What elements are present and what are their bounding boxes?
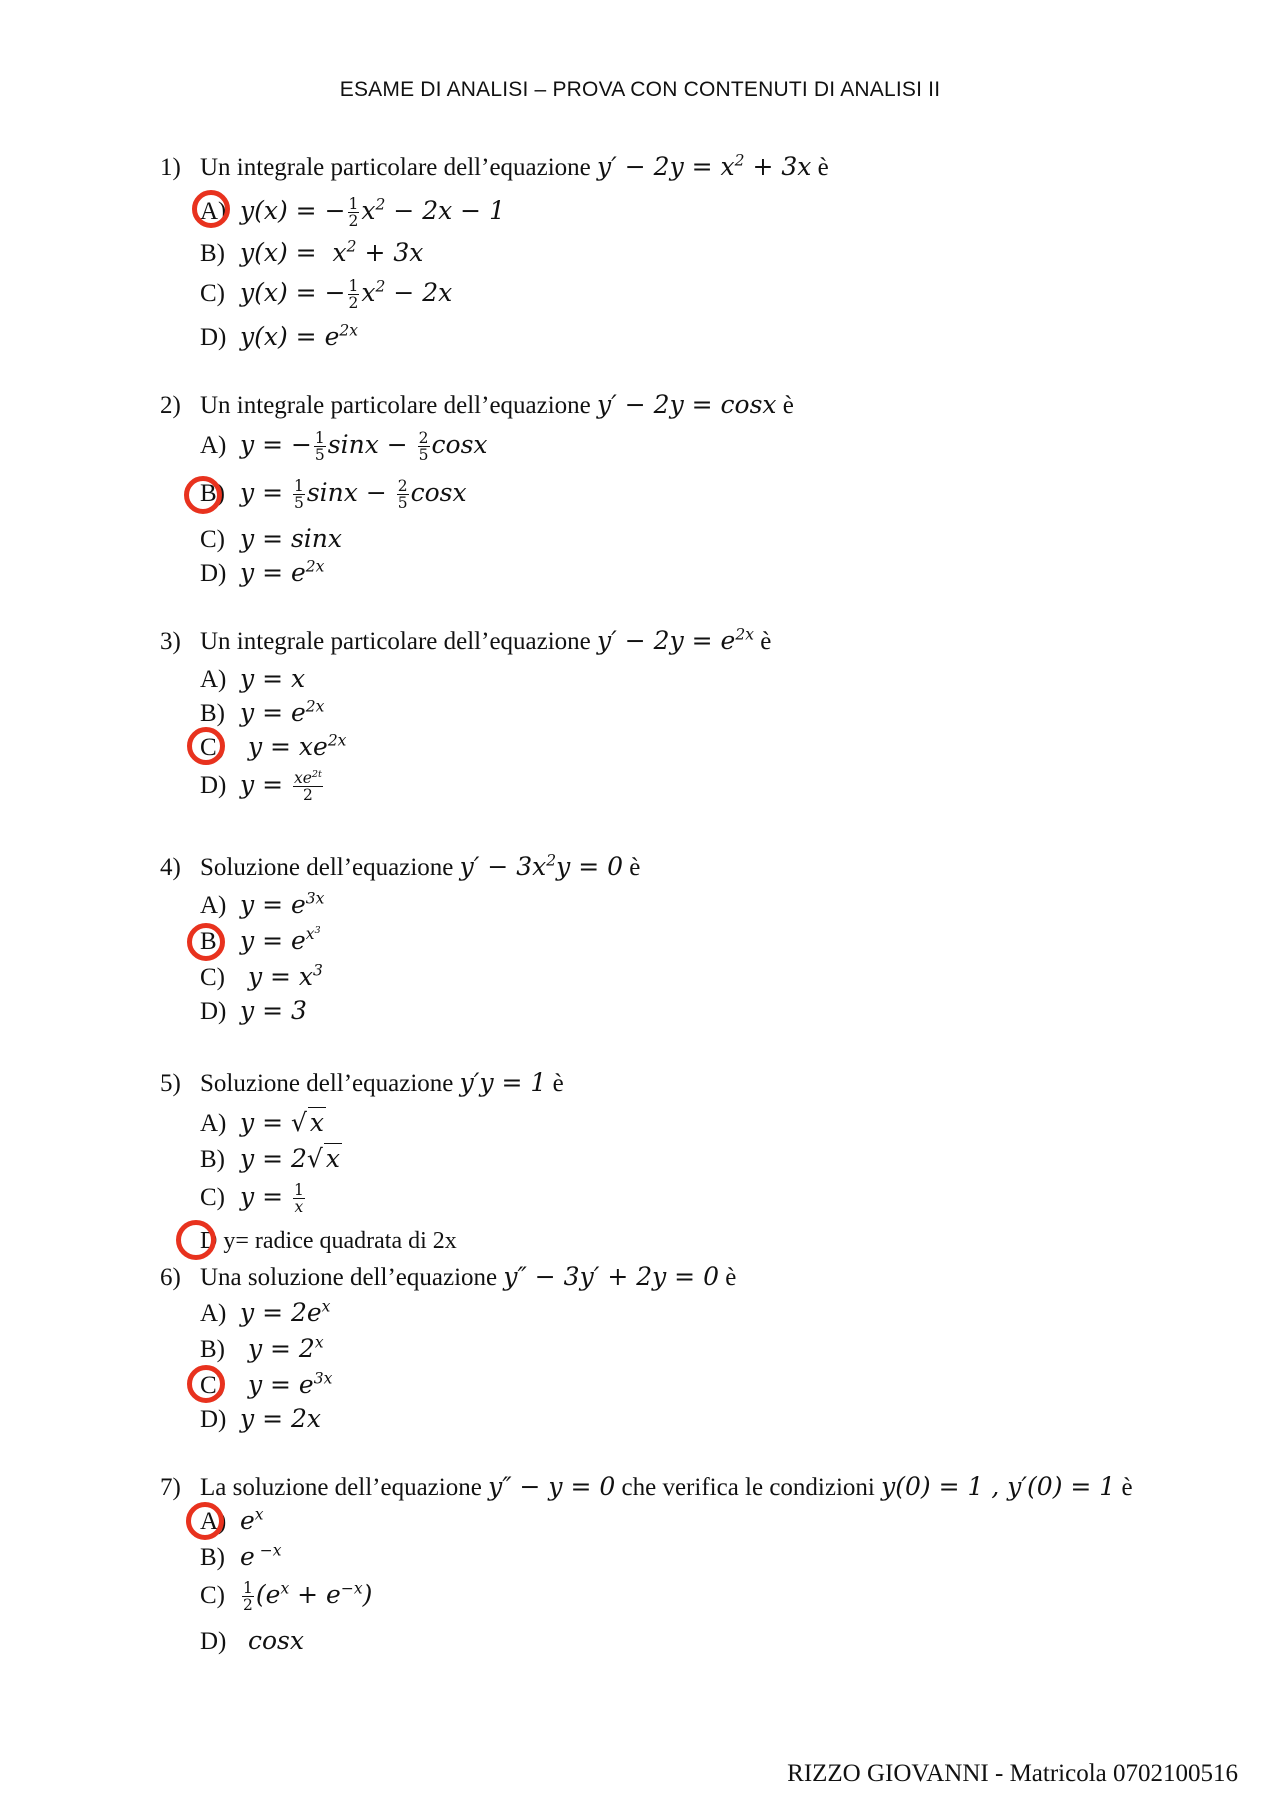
option-letter: A)	[200, 892, 227, 919]
q2-option-a[interactable]	[200, 430, 488, 464]
q6-option-a[interactable]	[200, 1298, 330, 1328]
option-math: y = $\frac{1}{5}$ sinx − $\frac{2}{5}$ cosx	[240, 477, 467, 513]
question-number: 6)	[160, 1264, 181, 1291]
option-letter: C)	[200, 280, 225, 308]
q2-option-d[interactable]	[200, 558, 324, 588]
answer-circle-q1	[192, 190, 230, 228]
answer-circle-q6	[187, 1365, 225, 1403]
option-letter: B)	[200, 1544, 225, 1571]
option-letter: B)	[200, 928, 225, 955]
question-equation: y′y = 1	[459, 1068, 547, 1097]
option-math: $y = 2e^x$	[240, 1297, 331, 1327]
question-number: 5)	[160, 1070, 181, 1097]
q6-option-d[interactable]	[200, 1404, 321, 1434]
option-letter: A)	[200, 666, 227, 693]
question-stem: Un integrale particolare dell’equazione	[200, 154, 591, 181]
q2-option-c[interactable]	[200, 524, 342, 554]
option-math: y = − $\frac{1}{5}$ sinx − $\frac{2}{5}$ cosx	[240, 429, 488, 465]
q1-option-d[interactable]	[200, 322, 358, 352]
question-end: è	[725, 1264, 737, 1291]
question-end: è	[629, 854, 641, 881]
question-equation: $y' - 2y = e^{2x}$	[597, 625, 754, 655]
option-math: $y = x^3$	[240, 961, 323, 991]
option-letter: D)	[200, 324, 227, 351]
option-letter: B)	[200, 1336, 225, 1363]
question-number: 2)	[160, 392, 181, 419]
option-math: $y = e^{3x}$	[240, 889, 325, 919]
answer-circle-q4	[187, 923, 225, 961]
q7-option-c[interactable]	[200, 1580, 372, 1614]
option-letter: A)	[200, 1110, 227, 1137]
question-number: 7)	[160, 1474, 181, 1501]
question-mid: che verifica le condizioni	[621, 1474, 875, 1501]
option-letter: D)	[200, 1628, 227, 1655]
question-number: 4)	[160, 854, 181, 881]
q6-option-b[interactable]	[200, 1334, 324, 1364]
question-end: è	[782, 392, 794, 419]
question-equation: $y' - 3x^2y = 0$	[459, 851, 624, 881]
q4-option-d[interactable]	[200, 996, 307, 1026]
q4-option-a[interactable]	[200, 890, 324, 920]
option-math: $y(x) = e^{2x}$	[240, 321, 358, 351]
option-math: cosx	[240, 1626, 304, 1655]
option-math: $y = 2^x$	[240, 1333, 324, 1363]
q3-option-d[interactable]	[200, 770, 325, 804]
q5-option-d[interactable]	[200, 1228, 457, 1255]
question-equation: y′ − 2y = cosx	[597, 390, 777, 419]
page-header: ESAME DI ANALISI – PROVA CON CONTENUTI DI ANALISI II	[339, 78, 941, 101]
option-letter: C)	[200, 964, 225, 991]
question-equation: y″ − 3y′ + 2y = 0	[503, 1262, 719, 1291]
answer-circle-q2	[184, 476, 222, 514]
option-math: y = √ x	[240, 1108, 325, 1137]
option-math: e $^{-x}$	[240, 1541, 282, 1571]
question-stem: Un integrale particolare dell’equazione	[200, 628, 591, 655]
option-math: y = x	[240, 664, 306, 693]
option-letter: A)	[200, 1508, 227, 1535]
option-math: y = sinx	[240, 524, 342, 553]
q5-option-b[interactable]	[200, 1144, 342, 1174]
option-math: $\frac{1}{2}$ $(e^x + e^{-x})$	[243, 1579, 373, 1615]
option-math: y = 2√ x	[240, 1144, 340, 1173]
question-stem: Soluzione dell’equazione	[200, 1070, 454, 1097]
question-7	[160, 1472, 1133, 1502]
option-letter: A)	[200, 432, 227, 460]
question-stem: Soluzione dell’equazione	[200, 854, 454, 881]
option-math: $y = e^{x^3}$	[240, 925, 321, 955]
question-number: 3)	[160, 628, 181, 655]
option-math: $y = e^{2x}$	[240, 697, 325, 727]
q1-option-b[interactable]	[200, 238, 423, 268]
option-letter: C)	[200, 1582, 225, 1610]
question-end: è	[817, 154, 829, 181]
question-5	[160, 1068, 564, 1098]
option-math: y = $\frac{1}{x}$	[240, 1181, 304, 1217]
option-math: $y = xe^{2x}$	[240, 731, 347, 761]
option-letter: C)	[200, 1372, 225, 1399]
answer-circle-q3	[187, 727, 225, 765]
q5-option-a[interactable]	[200, 1108, 326, 1138]
question-end: è	[1121, 1474, 1133, 1501]
question-2	[160, 390, 794, 420]
option-math: $e^x$	[240, 1505, 264, 1535]
option-letter: C)	[200, 734, 225, 761]
option-letter: C)	[200, 1184, 225, 1212]
option-letter: D)	[200, 560, 227, 587]
option-math: y = $\frac{xe^{2t}}{2}$	[240, 769, 322, 805]
question-conditions: y(0) = 1 , y′(0) = 1	[881, 1472, 1116, 1501]
q3-option-a[interactable]	[200, 664, 305, 694]
option-math: y(x) = − $\frac{1}{2}$ $x^2 - 2x$	[240, 277, 453, 313]
q7-option-d[interactable]	[200, 1626, 304, 1656]
q3-option-b[interactable]	[200, 698, 324, 728]
q1-option-a[interactable]	[200, 196, 505, 230]
q1-option-c[interactable]	[200, 278, 452, 312]
question-end: è	[552, 1070, 564, 1097]
question-equation: y″ − y = 0	[488, 1472, 616, 1501]
q4-option-c[interactable]	[200, 962, 323, 992]
option-math: y = 3	[240, 996, 307, 1025]
question-equation: $y' - 2y = x^2 + 3x$	[597, 151, 812, 181]
question-number: 1)	[160, 154, 181, 181]
question-3	[160, 626, 771, 656]
option-math: $y = e^{3x}$	[240, 1369, 333, 1399]
option-letter: B)	[200, 1146, 225, 1173]
option-math: y = 2x	[240, 1404, 321, 1433]
option-letter: D	[200, 1228, 218, 1254]
option-letter: D)	[200, 772, 227, 800]
option-letter: B)	[200, 480, 225, 508]
question-end: è	[760, 628, 772, 655]
question-stem: Un integrale particolare dell’equazione	[200, 392, 591, 419]
q5-option-c[interactable]	[200, 1182, 307, 1216]
question-4	[160, 852, 640, 882]
option-math: y(x) = − $\frac{1}{2}$ $x^2 - 2x - 1$	[240, 195, 505, 231]
option-math: $y = e^{2x}$	[240, 557, 325, 587]
option-letter: B)	[200, 240, 225, 267]
answer-circle-q5	[176, 1220, 216, 1260]
answer-circle-q7	[186, 1502, 224, 1540]
question-stem: La soluzione dell’equazione	[200, 1474, 482, 1501]
question-stem: Una soluzione dell’equazione	[200, 1264, 498, 1291]
question-6	[160, 1262, 736, 1292]
option-letter: D)	[200, 998, 227, 1025]
q7-option-b[interactable]	[200, 1542, 281, 1572]
option-math: $y(x) = x^2 + 3x$	[240, 237, 424, 267]
option-letter: A)	[200, 198, 227, 226]
option-text: y= radice quadrata di 2x	[223, 1228, 457, 1254]
option-letter: A)	[200, 1300, 227, 1327]
q2-option-b[interactable]	[200, 478, 467, 512]
option-letter: C)	[200, 526, 225, 553]
student-footer: RIZZO GIOVANNI - Matricola 0702100516	[787, 1760, 1238, 1787]
option-letter: B)	[200, 700, 225, 727]
question-1	[160, 152, 829, 182]
option-letter: D)	[200, 1406, 227, 1433]
